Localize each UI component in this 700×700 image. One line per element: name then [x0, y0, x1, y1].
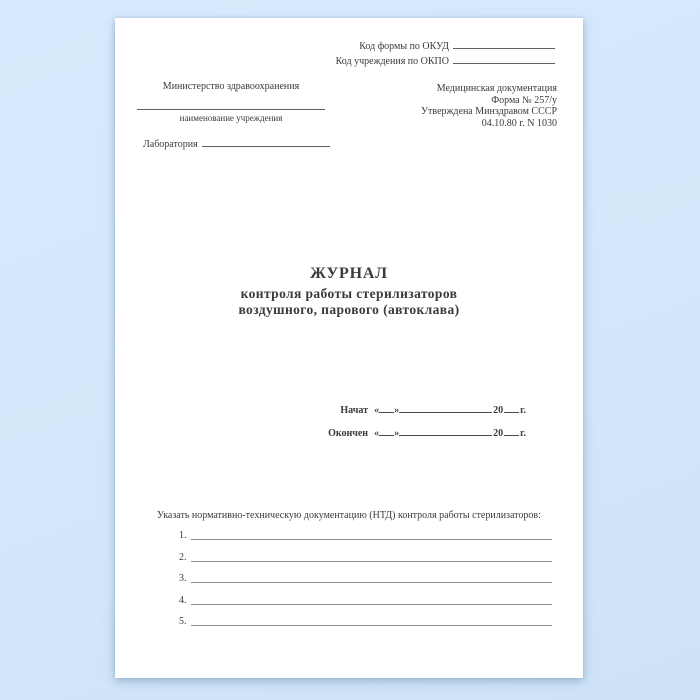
finished-date-row [328, 427, 527, 439]
document-title: ЖУРНАЛ [310, 265, 388, 282]
okpo-institution-code-row [336, 54, 555, 69]
started-label: Начат [340, 405, 369, 416]
approved-by-line: Утверждена Минздравом СССР [420, 106, 557, 118]
okud-form-code-row [336, 39, 555, 54]
started-date-row [328, 404, 527, 416]
medical-documentation-block [421, 83, 557, 129]
list-item-number: 1. [179, 530, 187, 541]
document-title-block [115, 265, 583, 317]
list-item-number: 4. [179, 594, 187, 606]
laboratory-label: Лаборатория [143, 139, 198, 150]
approval-date-line: 04.10.80 г. N 1030 [481, 117, 557, 129]
document-subtitle-line2: воздушного, парового (автоклава) [238, 301, 460, 317]
list-item-blank-line [191, 539, 553, 540]
open-quote: « [374, 428, 380, 439]
finished-month-blank-line [399, 427, 492, 436]
list-item [179, 596, 552, 606]
ministry-name: Министерство здравоохранения [162, 81, 300, 92]
list-item [179, 574, 552, 584]
start-end-dates-block [328, 404, 527, 450]
started-month-blank-line [399, 404, 492, 413]
list-item [179, 553, 552, 563]
finished-label: Окончен [328, 428, 369, 439]
list-item [179, 617, 552, 627]
institution-name-blank-line [137, 109, 325, 110]
list-item-number: 5. [179, 616, 187, 627]
institution-name-caption: наименование учреждения [179, 113, 283, 123]
list-item-blank-line [191, 582, 553, 583]
list-item-number: 3. [179, 573, 187, 584]
list-item-blank-line [191, 604, 553, 605]
ministry-block [131, 80, 331, 125]
okud-form-code-blank-line [453, 39, 555, 49]
close-quote: » [394, 428, 400, 439]
laboratory-row [143, 137, 330, 150]
finished-day-blank-line [379, 427, 394, 436]
medical-documentation-line: Медицинская документация [436, 83, 557, 94]
ntd-instruction: Указать нормативно-техническую документацию (НТД) контроля работы стерилизаторов: [157, 510, 541, 521]
list-item-blank-line [191, 625, 553, 626]
open-quote: « [374, 405, 380, 416]
list-item [179, 531, 552, 541]
started-year-prefix: 20 [493, 405, 504, 416]
started-year-blank-line [504, 404, 519, 413]
started-year-suffix: г. [520, 405, 526, 416]
form-number-line: Форма № 257/у [491, 94, 557, 106]
laboratory-blank-line [202, 137, 330, 147]
ntd-numbered-list [179, 531, 552, 639]
document-subtitle-line1: контроля работы стерилизаторов [240, 286, 458, 301]
close-quote: » [394, 405, 400, 416]
finished-year-prefix: 20 [493, 428, 504, 439]
okpo-institution-code-blank-line [453, 54, 555, 64]
finished-year-blank-line [504, 427, 519, 436]
started-day-blank-line [379, 404, 394, 413]
finished-year-suffix: г. [520, 428, 526, 439]
okpo-institution-code-label: Код учреждения по ОКПО [335, 56, 449, 67]
journal-cover-page [115, 18, 583, 678]
okud-form-code-label: Код формы по ОКУД [359, 41, 449, 52]
okud-codes-block [336, 39, 555, 69]
list-item-number: 2. [179, 551, 187, 563]
list-item-blank-line [191, 561, 553, 562]
